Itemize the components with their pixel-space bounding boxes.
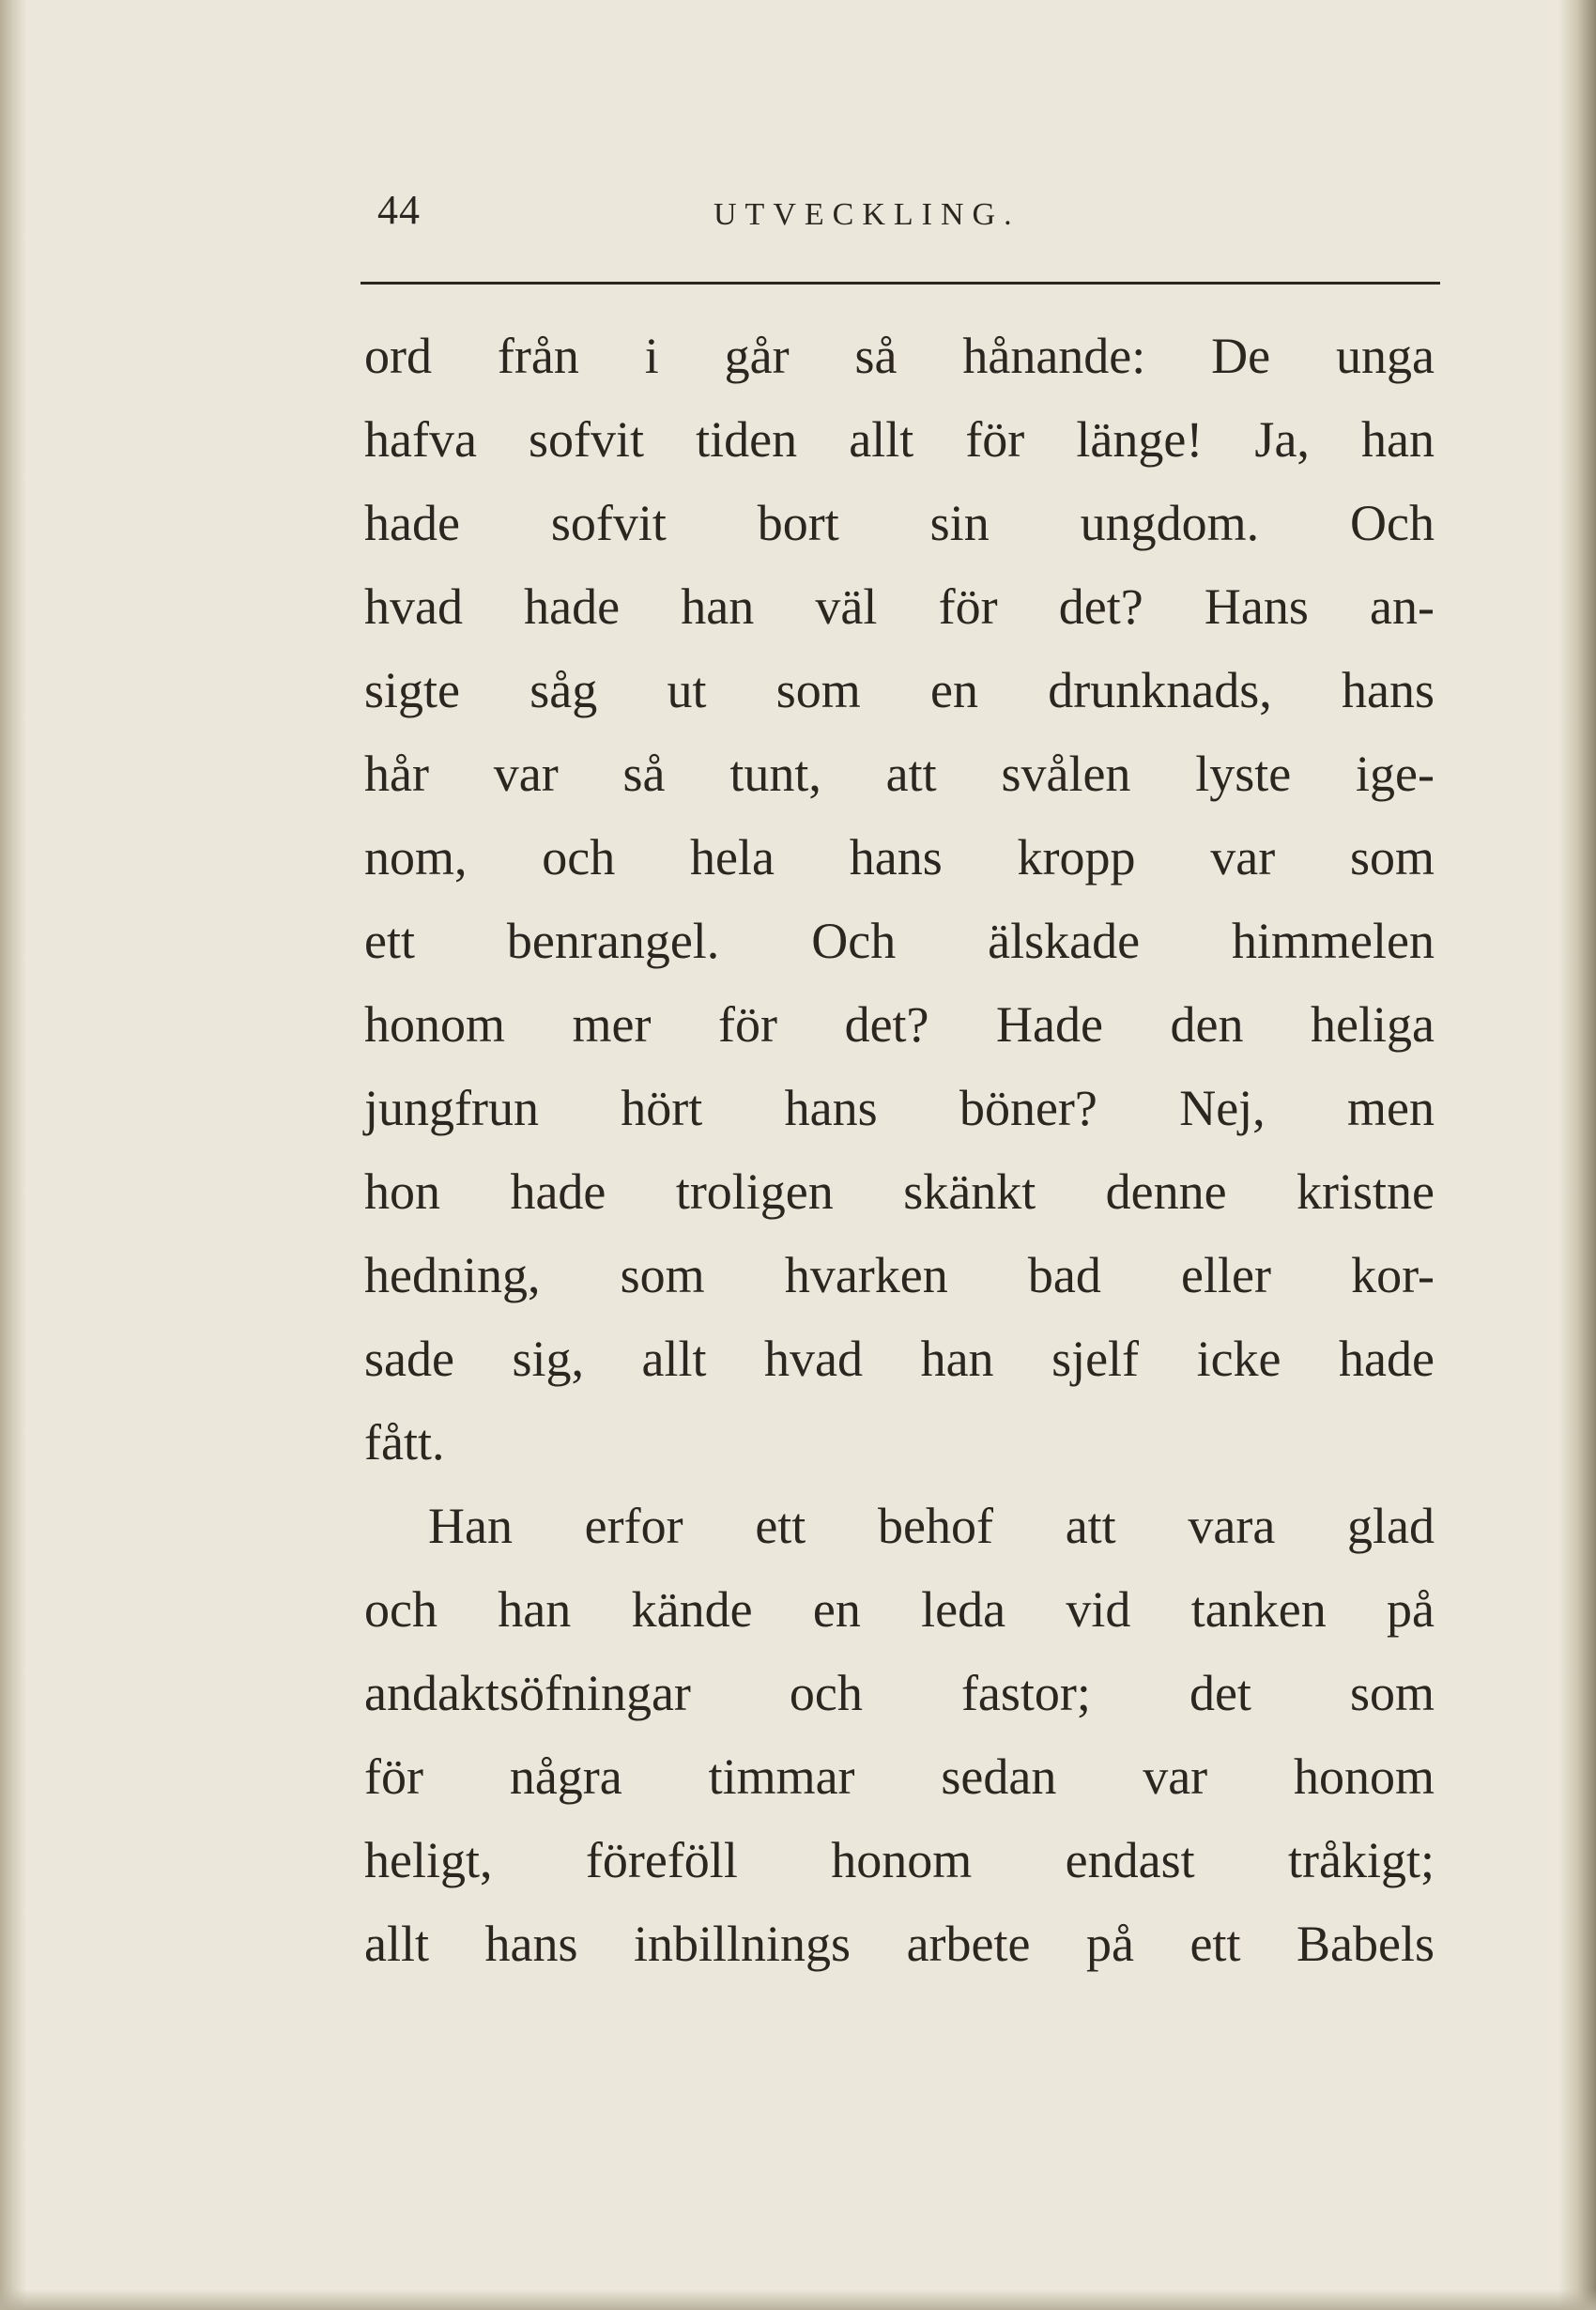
text-line: honom mer för det? Hade den heliga bbox=[364, 996, 1435, 1053]
text-line: hafva sofvit tiden allt för länge! Ja, han bbox=[364, 411, 1435, 468]
text-line: hedning, som hvarken bad eller kor- bbox=[364, 1247, 1435, 1303]
text-line: för några timmar sedan var honom bbox=[364, 1748, 1435, 1805]
text-line: ett benrangel. Och älskade himmelen bbox=[364, 913, 1435, 969]
text-line: andaktsöfningar och fastor; det som bbox=[364, 1665, 1435, 1721]
text-line: Han erfor ett behof att vara glad bbox=[428, 1498, 1435, 1554]
page-number: 44 bbox=[377, 187, 421, 233]
text-line: jungfrun hört hans böner? Nej, men bbox=[364, 1080, 1435, 1136]
text-line: ord från i går så hånande: De unga bbox=[364, 328, 1435, 384]
text-line: allt hans inbillnings arbete på ett Babels bbox=[364, 1916, 1435, 1972]
spine-shadow bbox=[0, 0, 26, 2310]
text-line: hon hade troligen skänkt denne kristne bbox=[364, 1163, 1435, 1220]
header-rule bbox=[361, 282, 1440, 285]
text-line: sade sig, allt hvad han sjelf icke hade bbox=[364, 1331, 1435, 1387]
running-header bbox=[361, 186, 1440, 242]
page-edge-bottom bbox=[0, 2289, 1596, 2310]
text-line: och han kände en leda vid tanken på bbox=[364, 1581, 1435, 1638]
text-line: heligt, föreföll honom endast tråkigt; bbox=[364, 1832, 1435, 1888]
text-line: sigte såg ut som en drunknads, hans bbox=[364, 662, 1435, 718]
text-line: hade sofvit bort sin ungdom. Och bbox=[364, 495, 1435, 551]
text-line: hvad hade han väl för det? Hans an- bbox=[364, 578, 1435, 635]
running-title: UTVECKLING. bbox=[714, 197, 1021, 232]
text-line: fått. bbox=[364, 1414, 445, 1471]
body-text bbox=[364, 315, 1435, 1986]
page-edge-right bbox=[1558, 0, 1596, 2310]
text-line: nom, och hela hans kropp var som bbox=[364, 829, 1435, 886]
text-line: hår var så tunt, att svålen lyste ige- bbox=[364, 746, 1435, 802]
